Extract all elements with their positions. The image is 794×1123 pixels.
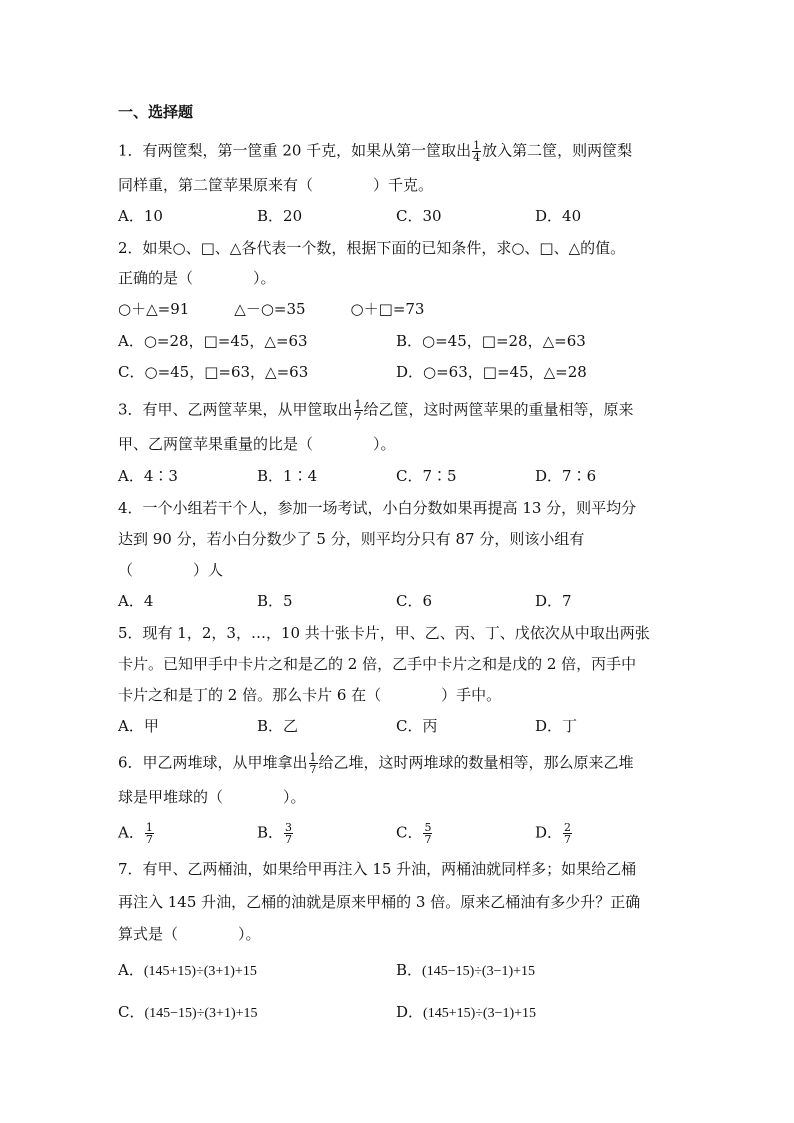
option-d[interactable]: D．7 (535, 592, 572, 610)
question-5-line-2: 卡片。已知甲手中卡片之和是乙的 2 倍，乙手中卡片之和是戊的 2 倍，丙手中 (118, 655, 637, 673)
question-7-line-3: 算式是（ ）。 (118, 925, 261, 943)
option-d[interactable]: D．40 (535, 207, 582, 225)
option-d[interactable]: D． $\frac{2}{7}$ (535, 821, 572, 846)
question-2-line-1: 2．如果○、□、△各代表一个数，根据下面的已知条件，求○、□、△的值。 (118, 239, 626, 257)
question-3-line-1: 3．有甲、乙两筐苹果，从甲筐取出 $\frac{1}{7}$ 给乙筐，这时两筐苹果的重量相等，原来 (118, 398, 634, 423)
question-6-line-1: 6．甲乙两堆球，从甲堆拿出 $\frac{1}{7}$ 给乙堆，这时两堆球的数量相等，那么原来乙堆 (118, 751, 634, 776)
option-b[interactable]: B．20 (257, 207, 303, 225)
option-b[interactable]: B．乙 (257, 717, 299, 735)
question-4-line-2: 达到 90 分，若小白分数少了 5 分，则平均分只有 87 分，则该小组有 (118, 530, 585, 548)
fraction: $\frac{3}{7}$ (285, 821, 293, 846)
fraction: $\frac{1}{4}$ (473, 139, 481, 164)
section-title: 一、选择题 (118, 103, 194, 121)
question-4-line-3: （ ）人 (118, 561, 224, 579)
option-formula: (145+15)÷(3+1)+15 (143, 964, 257, 979)
option-a[interactable]: A．10 (118, 207, 163, 225)
option-a[interactable]: A．4∶3 (118, 467, 178, 485)
option-c[interactable]: C．6 (396, 592, 433, 610)
question-7-line-2: 再注入 145 升油，乙桶的油就是原来甲桶的 3 倍。原来乙桶油有多少升？正确 (118, 893, 641, 911)
question-6-line-2: 球是甲堆球的（ ）。 (118, 788, 306, 806)
fraction: $\frac{2}{7}$ (564, 821, 572, 846)
option-d[interactable]: D．(145+15)÷(3−1)+15 (396, 1003, 537, 1021)
question-2-conditions: ○＋△=91 △－○=35 ○＋□=73 (118, 300, 425, 318)
question-7-line-1: 7．有甲、乙两桶油，如果给甲再注入 15 升油，两桶油就同样多；如果给乙桶 (118, 860, 637, 878)
fraction: $\frac{1}{7}$ (309, 751, 317, 776)
option-d[interactable]: D．7∶6 (535, 467, 597, 485)
option-a[interactable]: A．(145+15)÷(3+1)+15 (118, 961, 257, 979)
option-b[interactable]: B．○=45，□=28，△=63 (396, 332, 586, 350)
option-d[interactable]: D．○=63，□=45，△=28 (396, 363, 587, 381)
option-c[interactable]: C．○=45，□=63，△=63 (118, 363, 309, 381)
fraction: $\frac{1}{7}$ (145, 821, 153, 846)
option-a[interactable]: A．甲 (118, 717, 159, 735)
question-2-line-2: 正确的是（ ）。 (118, 269, 276, 287)
option-c[interactable]: C．(145−15)÷(3+1)+15 (118, 1003, 258, 1021)
option-c[interactable]: C． $\frac{5}{7}$ (396, 821, 432, 846)
option-c[interactable]: C．丙 (396, 717, 438, 735)
option-a[interactable]: A． $\frac{1}{7}$ (118, 821, 153, 846)
question-5-line-1: 5．现有 1，2，3，…，10 共十张卡片，甲、乙、丙、丁、戊依次从中取出两张 (118, 624, 650, 642)
option-b[interactable]: B． $\frac{3}{7}$ (257, 821, 293, 846)
option-d[interactable]: D．丁 (535, 717, 578, 735)
option-c[interactable]: C．7∶5 (396, 467, 457, 485)
option-formula: (145−15)÷(3−1)+15 (422, 964, 536, 979)
option-formula: (145−15)÷(3+1)+15 (144, 1006, 258, 1021)
option-a[interactable]: A．4 (118, 592, 154, 610)
option-formula: (145+15)÷(3−1)+15 (423, 1006, 537, 1021)
question-4-line-1: 4．一个小组若干个人，参加一场考试，小白分数如果再提高 13 分，则平均分 (118, 499, 637, 517)
question-1-line-1: 1．有两筐梨，第一筐重 20 千克，如果从第一筐取出 $\frac{1}{4}$ 放入第二筐，则两筐梨 (118, 139, 633, 164)
option-c[interactable]: C．30 (396, 207, 442, 225)
option-b[interactable]: B．(145−15)÷(3−1)+15 (396, 961, 536, 979)
fraction: $\frac{5}{7}$ (424, 821, 432, 846)
question-1-line-2: 同样重，第二筐苹果原来有（ ）千克。 (118, 176, 434, 194)
question-3-line-2: 甲、乙两筐苹果重量的比是（ ）。 (118, 435, 396, 453)
fraction: $\frac{1}{7}$ (354, 398, 362, 423)
option-b[interactable]: B．5 (257, 592, 293, 610)
option-b[interactable]: B．1∶4 (257, 467, 318, 485)
option-a[interactable]: A．○=28，□=45，△=63 (118, 332, 308, 350)
question-5-line-3: 卡片之和是丁的 2 倍。那么卡片 6 在（ ）手中。 (118, 686, 502, 704)
